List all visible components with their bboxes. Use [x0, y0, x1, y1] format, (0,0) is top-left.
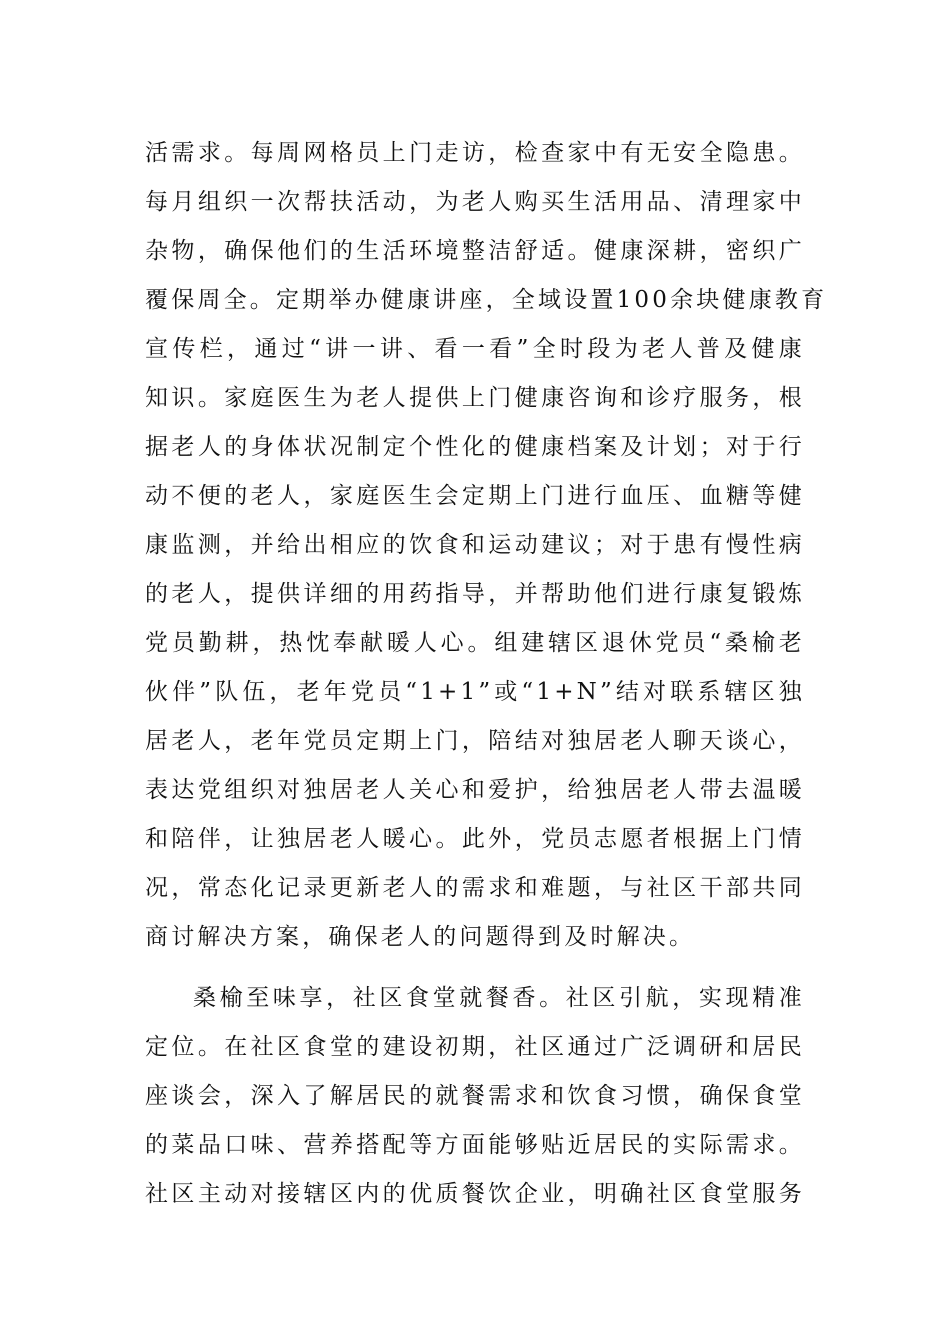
text-line: 况，常态化记录更新老人的需求和难题，与社区干部共同: [145, 875, 805, 901]
text-line: 康监测，并给出相应的饮食和运动建议；对于患有慢性病: [145, 532, 805, 558]
text-line: 座谈会，深入了解居民的就餐需求和饮食习惯，确保食堂: [145, 1083, 805, 1109]
text-line: 的菜品口味、营养搭配等方面能够贴近居民的实际需求。: [145, 1132, 805, 1158]
text-line: 杂物，确保他们的生活环境整洁舒适。健康深耕，密织广: [145, 238, 805, 264]
text-line: 据老人的身体状况制定个性化的健康档案及计划；对于行: [145, 434, 805, 460]
text-line: 表达党组织对独居老人关心和爱护，给独居老人带去温暖: [145, 777, 805, 803]
text-line: 覆保周全。定期举办健康讲座，全域设置100余块健康教育: [145, 287, 828, 313]
text-line: 每月组织一次帮扶活动，为老人购买生活用品、清理家中: [145, 189, 805, 215]
text-line: 活需求。每周网格员上门走访，检查家中有无安全隐患。: [145, 140, 805, 166]
text-line: 定位。在社区食堂的建设初期，社区通过广泛调研和居民: [145, 1034, 805, 1060]
paragraph-first-line: 桑榆至味享，社区食堂就餐香。社区引航，实现精准: [193, 985, 805, 1011]
text-line: 宣传栏，通过“讲一讲、看一看”全时段为老人普及健康: [145, 336, 805, 362]
text-line: 伙伴”队伍，老年党员“1+1”或“1+N”结对联系辖区独: [145, 679, 805, 705]
text-line: 和陪伴，让独居老人暖心。此外，党员志愿者根据上门情: [145, 826, 805, 852]
text-line: 居老人，老年党员定期上门，陪结对独居老人聊天谈心，: [145, 728, 805, 754]
text-line: 商讨解决方案，确保老人的问题得到及时解决。: [145, 924, 696, 950]
text-line: 动不便的老人，家庭医生会定期上门进行血压、血糖等健: [145, 483, 805, 509]
text-line: 党员勤耕，热忱奉献暖人心。组建辖区退休党员“桑榆老: [145, 630, 805, 656]
text-line: 的老人，提供详细的用药指导，并帮助他们进行康复锻炼: [145, 581, 805, 607]
text-line: 社区主动对接辖区内的优质餐饮企业，明确社区食堂服务: [145, 1181, 805, 1207]
text-line: 知识。家庭医生为老人提供上门健康咨询和诊疗服务，根: [145, 385, 805, 411]
